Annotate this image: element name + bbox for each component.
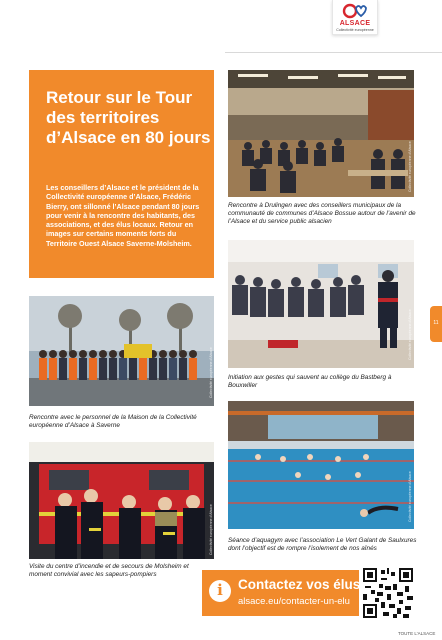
caption-incendie: Visite du centre d’incendie et de secours de Molsheim et moment convivial avec les sapeurs-pompiers	[29, 563, 189, 578]
credit-aquagym: Collectivité européenne d’Alsace	[408, 471, 412, 522]
qr-code-icon[interactable]	[363, 568, 413, 618]
logo-tagline: Collectivité européenne	[336, 28, 374, 32]
info-icon-glyph: i	[217, 581, 223, 599]
footer-text: TOUTE L’ALSACE	[398, 631, 436, 636]
caption-aquagym: Séance d’aquagym avec l’association Le Vert Galant de Saulxures dont l’objectif est de rompre l’isolement de nos aînés	[228, 537, 417, 552]
caption-bastberg: Initiation aux gestes qui sauvent au collège du Bastberg à Bouxwiller	[228, 374, 392, 389]
credit-drulingen: Collectivité européenne d’Alsace	[408, 141, 412, 192]
logo-brand: ALSACE	[339, 20, 371, 27]
alsace-logo-icon	[333, 0, 377, 20]
page-number: 11	[433, 320, 439, 326]
intro-text: Les conseillers d’Alsace et le président de la Collectivité européenne d’Alsace, Frédéric Bierry, ont sillonné l’Alsace pendant 80 jours pour venir à la rencontre des habitants, des associations, et des élus locaux. Retour en images sur certains moments forts du Territoire Ouest Alsace Saverne-Molsheim.	[46, 183, 200, 248]
photo-aquagym	[228, 401, 414, 529]
photo-incendie	[29, 442, 214, 559]
credit-incendie: Collectivité européenne d’Alsace	[209, 504, 213, 555]
caption-maison: Rencontre avec le personnel de la Maison de la Collectivité européenne d’Alsace à Saverne	[29, 414, 197, 429]
contact-title: Contactez vos élus	[238, 577, 361, 592]
intro-title: Retour sur le Tour des territoires d’Alsace en 80 jours	[46, 88, 211, 147]
credit-maison: Collectivité européenne d’Alsace	[209, 347, 213, 398]
contact-link[interactable]: alsace.eu/contacter-un-elu	[238, 596, 350, 607]
photo-drulingen	[228, 70, 414, 197]
header-rule	[225, 52, 442, 53]
photo-bastberg	[228, 240, 414, 368]
credit-bastberg: Collectivité européenne d’Alsace	[408, 309, 412, 360]
photo-maison	[29, 296, 214, 406]
caption-drulingen: Rencontre à Drulingen avec des conseillers municipaux de la communauté de communes d’Alsace Bossue autour de l’avenir de l’Alsace et du service public alsacien	[228, 202, 416, 225]
